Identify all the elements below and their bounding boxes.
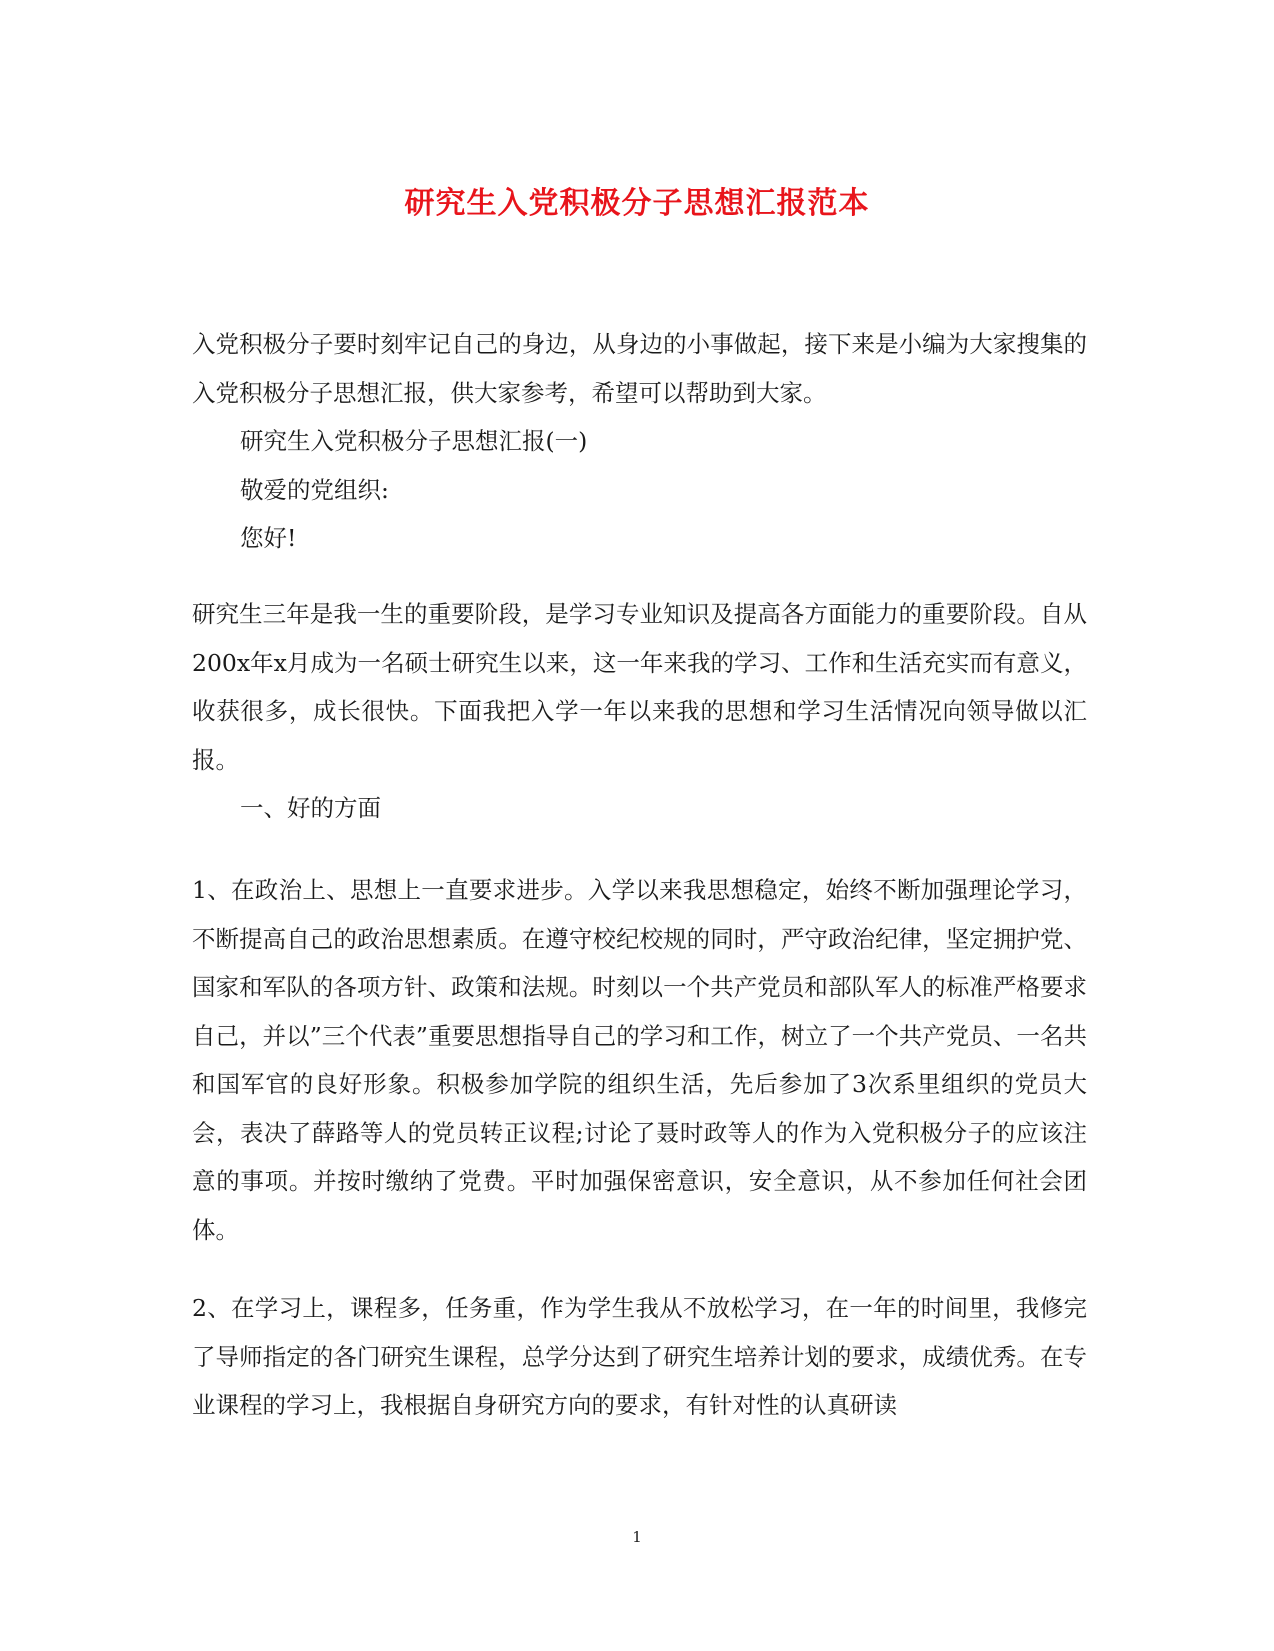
page-number: 1 (632, 1528, 642, 1546)
political-paragraph: 1、在政治上、思想上一直要求进步。入学以来我思想稳定，始终不断加强理论学习，不断提高自己的政治思想素质。在遵守校纪校规的同时，严守政治纪律，坚定拥护党、国家和军队的各项方针、政策和法规。时刻以一个共产党员和部队军人的标准严格要求自己，并以”三个代表”重要思想指导自己的学习和工作，树立了一个共产党员、一名共和国军官的良好形象。积极参加学院的组织生活，先后参加了3次系里组织的党员大会，表决了薛路等人的党员转正议程;讨论了聂时政等人的作为入党积极分子的应该注意的事项。并按时缴纳了党费。平时加强保密意识，安全意识，从不参加任何社会团体。 (192, 876, 1087, 1244)
body-block-4 (192, 1284, 1087, 1430)
body-block-1 (192, 320, 1087, 563)
overview-paragraph: 研究生三年是我一生的重要阶段，是学习专业知识及提高各方面能力的重要阶段。自从200x年x月成为一名硕士研究生以来，这一年来我的学习、工作和生活充实而有意义，收获很多，成长很快。下面我把入学一年以来我的思想和学习生活情况向领导做以汇报。 (192, 600, 1087, 774)
body-block-2 (192, 590, 1087, 833)
intro-paragraph: 入党积极分子要时刻牢记自己的身边，从身边的小事做起，接下来是小编为大家搜集的入党积极分子思想汇报，供大家参考，希望可以帮助到大家。 (192, 330, 1087, 407)
section-heading: 一、好的方面 (240, 794, 381, 822)
body-block-3 (192, 866, 1087, 1254)
greeting-line: 您好! (240, 524, 297, 552)
document-title: 研究生入党积极分子思想汇报范本 (404, 186, 870, 221)
study-paragraph: 2、在学习上，课程多，任务重，作为学生我从不放松学习，在一年的时间里，我修完了导师指定的各门研究生课程，总学分达到了研究生培养计划的要求，成绩优秀。在专业课程的学习上，我根据自身研究方向的要求，有针对性的认真研读 (192, 1294, 1087, 1419)
subtitle-line: 研究生入党积极分子思想汇报(一) (240, 427, 588, 455)
salutation-line: 敬爱的党组织: (240, 475, 389, 504)
